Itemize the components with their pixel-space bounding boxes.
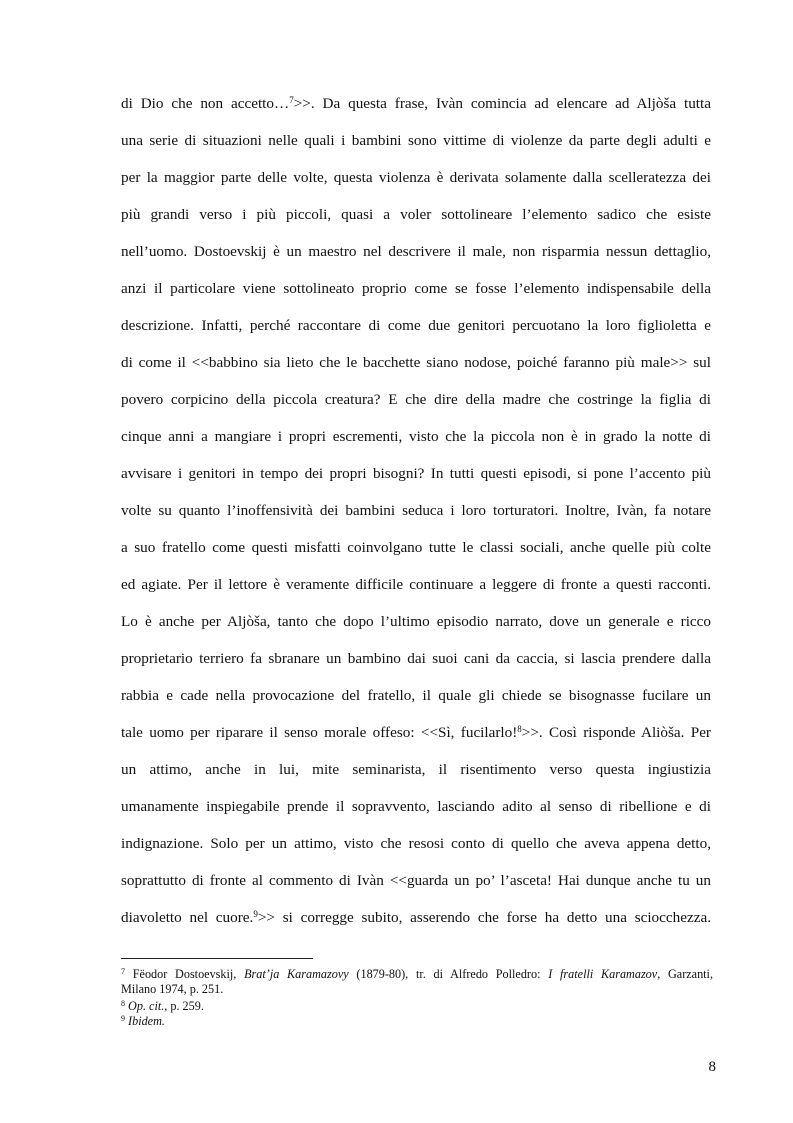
body-line-12: volte su quanto l’inoffensività dei bambini seduca i loro torturatori. Inoltre, Ivàn, fa notare: [121, 502, 711, 519]
body-line-3: per la maggior parte delle volte, questa violenza è derivata solamente dalla scelleratezza dei: [121, 169, 711, 186]
body-line-17: rabbia e cade nella provocazione del fratello, il quale gli chiede se bisognasse fucilare un: [121, 687, 711, 704]
body-line-16: proprietario terriero fa sbranare un bambino dai suoi cani da caccia, si lascia prendere dalla: [121, 650, 711, 667]
body-line-7: descrizione. Infatti, perché raccontare di come due genitori percuotano la loro figlioletta e: [121, 317, 711, 334]
body-line-22: soprattutto di fronte al commento di Ivàn <<guarda un po’ l’asceta! Hai dunque anche tu un: [121, 872, 711, 889]
body-line-14: ed agiate. Per il lettore è veramente difficile continuare a leggere di fronte a questi racconti.: [121, 576, 711, 593]
body-line-8: di come il <<babbino sia lieto che le bacchette siano nodose, poiché faranno più male>> sul: [121, 354, 711, 371]
body-line-23: diavoletto nel cuore.$^9$>> si corregge subito, asserendo che forse ha detto una sciocchezza.: [121, 909, 711, 926]
body-line-15: Lo è anche per Aljòša, tanto che dopo l’ultimo episodio narrato, dove un generale e ricco: [121, 613, 711, 630]
footnote-ref-7: 7: [289, 95, 294, 105]
footnote-separator: [121, 958, 313, 959]
body-line-18: tale uomo per riparare il senso morale offeso: <<Sì, fucilarlo!$^8$>>. Così risponde Aliòša. Per: [121, 724, 711, 741]
footnote-8: $^8$ Op. cit., p. 259.: [121, 999, 204, 1013]
footnote-ref-9: 9: [253, 909, 258, 919]
body-line-5: nell’uomo. Dostoevskij è un maestro nel descrivere il male, non risparmia nessun dettaglio,: [121, 243, 711, 260]
body-line-20: umanamente inspiegabile prende il sopravvento, lasciando adito al senso di ribellione e di: [121, 798, 711, 815]
body-line-13: a suo fratello come questi misfatti coinvolgano tutte le classi sociali, anche quelle più colte: [121, 539, 711, 556]
footnote-7-continued: Milano 1974, p. 251.: [121, 982, 224, 996]
body-line-9: povero corpicino della piccola creatura? E che dire della madre che costringe la figlia di: [121, 391, 711, 408]
footnote-ref-8: 8: [517, 724, 522, 734]
body-line-1: di Dio che non accetto…$^7$>>. Da questa frase, Ivàn comincia ad elencare ad Aljòša tutta: [121, 95, 711, 112]
body-line-21: indignazione. Solo per un attimo, visto che resosi conto di quello che aveva appena detto,: [121, 835, 711, 852]
body-line-19: un attimo, anche in lui, mite seminarista, il risentimento verso questa ingiustizia: [121, 761, 711, 778]
page-number: 8: [708, 1059, 716, 1075]
footnote-9: $^9$ Ibidem.: [121, 1014, 165, 1028]
body-line-11: avvisare i genitori in tempo dei propri bisogni? In tutti questi episodi, si pone l’accento più: [121, 465, 711, 482]
footnote-7: $^7$ Fëodor Dostoevskij, Brat’ja Karamazovy (1879-80), tr. di Alfredo Polledro: I fratelli Karamazov, Garzanti,: [121, 967, 713, 981]
body-line-4: più grandi verso i più piccoli, quasi a voler sottolineare l’elemento sadico che esiste: [121, 206, 711, 223]
body-line-6: anzi il particolare viene sottolineato proprio come se fosse l’elemento indispensabile della: [121, 280, 711, 297]
body-line-2: una serie di situazioni nelle quali i bambini sono vittime di violenze da parte degli adulti e: [121, 132, 711, 149]
body-line-10: cinque anni a mangiare i propri escrementi, visto che la piccola non è in grado la notte di: [121, 428, 711, 445]
